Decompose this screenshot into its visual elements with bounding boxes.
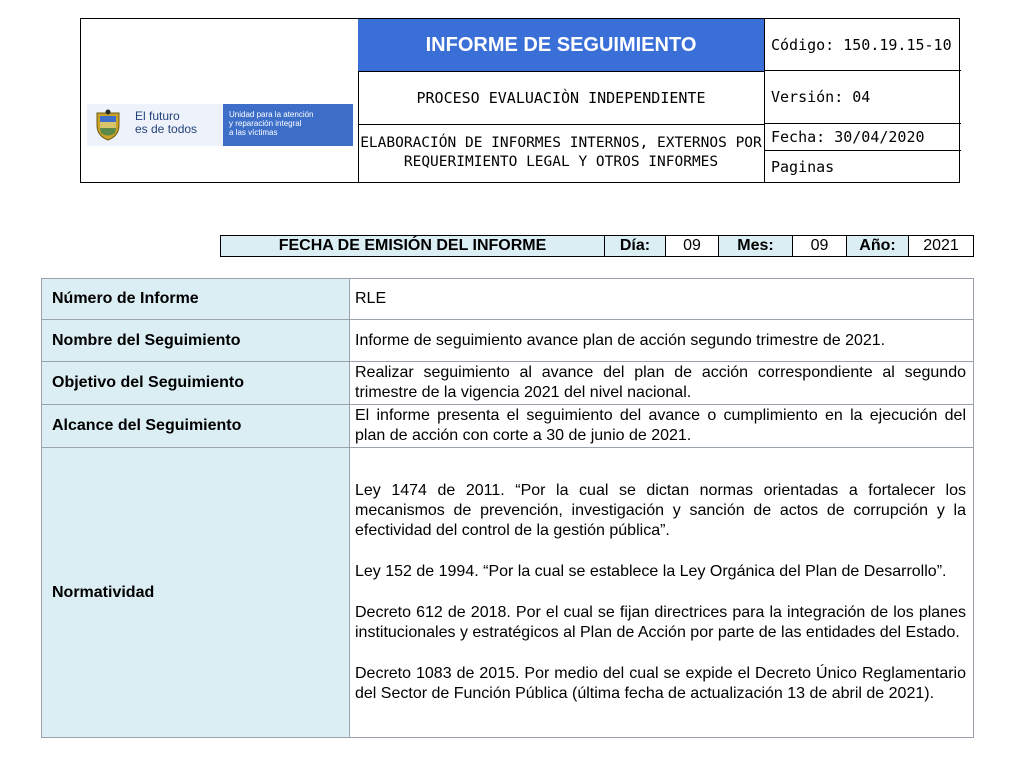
year-label: Año: (847, 236, 909, 256)
row-value: Informe de seguimiento avance plan de acción segundo trimestre de 2021. (350, 320, 974, 362)
row-label: Normatividad (42, 448, 350, 738)
emission-date-row (220, 235, 974, 257)
coat-of-arms-icon (93, 109, 123, 141)
normatividad-list (350, 448, 974, 738)
elaboration-description: ELABORACIÓN DE INFORMES INTERNOS, EXTERNOS POR REQUERIMIENTO LEGAL Y OTROS INFORMES (358, 124, 765, 182)
norm-item: Decreto 1083 de 2015. Por medio del cual se expide el Decreto Único Reglamentario del Sector de Función Pública (última fecha de actualización 13 de abril de 2021). (355, 665, 966, 702)
norm-item: Ley 152 de 1994. “Por la cual se establece la Ley Orgánica del Plan de Desarrollo”. (355, 563, 947, 580)
year-value: 2021 (923, 237, 959, 254)
logo-unit-name: Unidad para la atención y reparación integral a las víctimas (229, 110, 314, 137)
norm-item: Decreto 612 de 2018. Por el cual se fijan directrices para la integración de los planes institucionales y estratégicos al Plan de Acción por parte de las entidades del Estado. (355, 604, 966, 641)
table-row (42, 279, 974, 320)
norm-item: Ley 1474 de 2011. “Por la cual se dictan normas orientadas a fortalecer los mecanismos de prevención, investigación y sanción de actos de corrupción y la efectividad del control de la gestión pública”. (355, 482, 966, 539)
document-version: Versión: 04 (765, 71, 961, 124)
row-value: RLE (350, 279, 974, 320)
document-header (80, 18, 960, 183)
table-row-normatividad (42, 448, 974, 738)
row-label: Nombre del Seguimiento (42, 320, 350, 362)
table-row (42, 362, 974, 405)
institution-logo (87, 104, 353, 146)
logo-cell (81, 19, 359, 182)
document-pages: Paginas (771, 157, 835, 176)
document-date: Fecha: 30/04/2020 (765, 124, 961, 151)
row-label: Alcance del Seguimiento (42, 405, 350, 448)
report-title: INFORME DE SEGUIMIENTO (358, 19, 765, 72)
row-value: Realizar seguimiento al avance del plan de acción correspondiente al segundo trimestre de la vigencia 2021 del nivel nacional. (350, 362, 974, 405)
day-value: 09 (666, 236, 719, 256)
row-value: El informe presenta el seguimiento del avance o cumplimiento en la ejecución del plan de acción con corte a 30 de junio de 2021. (350, 405, 974, 448)
emission-label: FECHA DE EMISIÓN DEL INFORME (221, 236, 605, 256)
month-value: 09 (793, 236, 847, 256)
document-code: Código: 150.19.15-10 (765, 19, 961, 71)
table-row (42, 320, 974, 362)
process-name: PROCESO EVALUACIÒN INDEPENDIENTE (358, 71, 765, 125)
report-details-table (41, 278, 974, 738)
logo-slogan: El futuro es de todos (135, 109, 198, 136)
row-label: Número de Informe (42, 279, 350, 320)
day-label: Día: (605, 236, 666, 256)
month-label: Mes: (719, 236, 793, 256)
row-label: Objetivo del Seguimiento (42, 362, 350, 405)
logo-unit-band (223, 104, 353, 146)
table-row (42, 405, 974, 448)
